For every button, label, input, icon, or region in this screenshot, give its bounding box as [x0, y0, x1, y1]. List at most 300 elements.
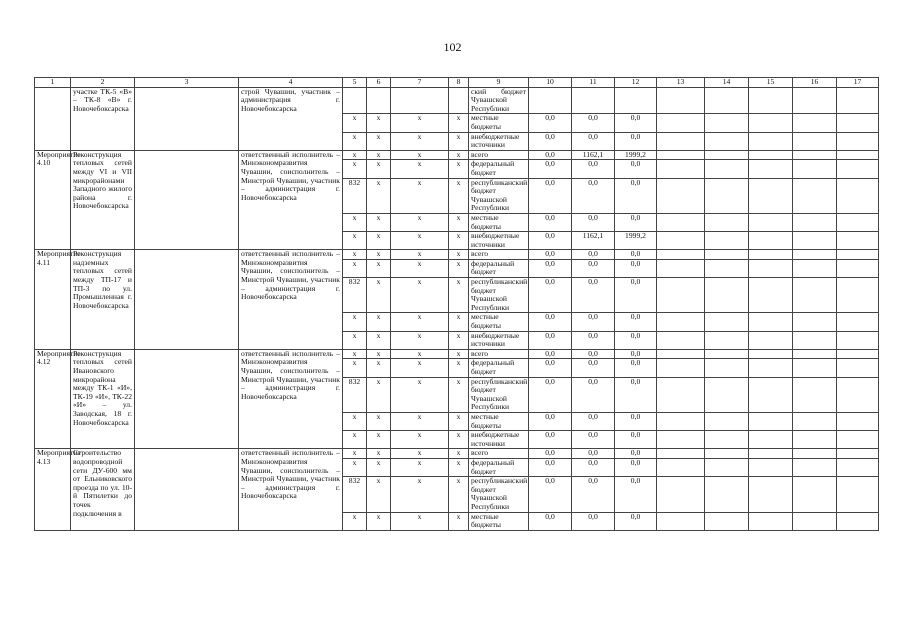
amount-cell: 0,0 — [529, 160, 572, 178]
empty-cell — [793, 313, 837, 331]
amount-cell: 0,0 — [572, 431, 615, 449]
kbk-code-cell: x — [343, 250, 367, 260]
amount-cell: 0,0 — [572, 377, 615, 412]
funding-source-cell: ский бюджет Чувашской Республики — [469, 87, 529, 114]
code-cell: x — [367, 377, 391, 412]
empty-cell — [749, 449, 793, 459]
code-cell: x — [391, 477, 449, 512]
empty-cell — [837, 477, 879, 512]
amount-cell: 0,0 — [529, 377, 572, 412]
funding-source-cell: республиканский бюджет Чувашской Республики — [469, 278, 529, 313]
empty-cell — [657, 313, 705, 331]
target-indicator-cell — [135, 449, 239, 530]
code-cell: x — [367, 359, 391, 377]
empty-cell — [837, 87, 879, 114]
target-indicator-cell — [135, 150, 239, 250]
code-cell: x — [367, 458, 391, 476]
amount-cell: 1999,2 — [615, 232, 657, 250]
empty-cell — [749, 331, 793, 349]
column-number: 17 — [837, 78, 879, 88]
amount-cell: 1162,1 — [572, 150, 615, 160]
amount-cell: 0,0 — [615, 213, 657, 231]
amount-cell: 0,0 — [529, 512, 572, 530]
empty-cell — [837, 232, 879, 250]
empty-cell — [657, 259, 705, 277]
code-cell: x — [449, 232, 469, 250]
code-cell: x — [391, 232, 449, 250]
column-number: 15 — [749, 78, 793, 88]
empty-cell — [705, 359, 749, 377]
empty-cell — [657, 87, 705, 114]
amount-cell: 1999,2 — [615, 150, 657, 160]
empty-cell — [657, 114, 705, 132]
empty-cell — [705, 349, 749, 359]
code-cell: x — [391, 250, 449, 260]
code-cell: x — [367, 150, 391, 160]
code-cell: x — [449, 431, 469, 449]
empty-cell — [749, 278, 793, 313]
amount-cell: 0,0 — [615, 178, 657, 213]
empty-cell — [793, 232, 837, 250]
funding-source-cell: федеральный бюджет — [469, 259, 529, 277]
code-cell: x — [391, 278, 449, 313]
kbk-code-cell: x — [343, 114, 367, 132]
empty-cell — [749, 213, 793, 231]
empty-cell — [657, 250, 705, 260]
empty-cell — [705, 512, 749, 530]
amount-cell: 0,0 — [615, 313, 657, 331]
empty-cell — [657, 213, 705, 231]
target-indicator-cell — [135, 250, 239, 350]
amount-cell: 0,0 — [529, 150, 572, 160]
measure-name-cell: Реконструкция тепловых сетей Ивановского микрорайона между ТК-1 «И», ТК-19 «И», ТК-22 «И» – ул. Заводская, 18 г. Новочебоксарска — [71, 349, 135, 449]
measure-id-cell: Мероприятие 4.11 — [35, 250, 71, 350]
empty-cell — [837, 313, 879, 331]
kbk-code-cell: 832 — [343, 178, 367, 213]
amount-cell: 0,0 — [529, 278, 572, 313]
column-number: 12 — [615, 78, 657, 88]
code-cell: x — [449, 150, 469, 160]
code-cell: x — [449, 458, 469, 476]
amount-cell: 0,0 — [615, 431, 657, 449]
code-cell: x — [449, 259, 469, 277]
amount-cell — [529, 87, 572, 114]
column-number-row — [35, 78, 879, 88]
kbk-code-cell: x — [343, 150, 367, 160]
empty-cell — [705, 278, 749, 313]
funding-source-cell: местные бюджеты — [469, 512, 529, 530]
empty-cell — [837, 213, 879, 231]
empty-cell — [657, 349, 705, 359]
funding-source-cell: внебюджетные источники — [469, 431, 529, 449]
measure-id-cell — [35, 87, 71, 150]
column-number: 10 — [529, 78, 572, 88]
code-cell: x — [391, 150, 449, 160]
empty-cell — [837, 349, 879, 359]
funding-source-cell: республиканский бюджет Чувашской Республики — [469, 178, 529, 213]
empty-cell — [793, 449, 837, 459]
code-cell: x — [367, 259, 391, 277]
code-cell: x — [367, 313, 391, 331]
column-number: 14 — [705, 78, 749, 88]
code-cell: x — [367, 477, 391, 512]
empty-cell — [793, 213, 837, 231]
empty-cell — [749, 477, 793, 512]
column-number: 5 — [343, 78, 367, 88]
column-number: 11 — [572, 78, 615, 88]
empty-cell — [657, 359, 705, 377]
empty-cell — [837, 178, 879, 213]
amount-cell — [572, 87, 615, 114]
kbk-code-cell: x — [343, 349, 367, 359]
amount-cell: 0,0 — [529, 313, 572, 331]
table-row — [35, 87, 879, 114]
empty-cell — [705, 132, 749, 150]
empty-cell — [657, 512, 705, 530]
code-cell: x — [367, 160, 391, 178]
empty-cell — [705, 331, 749, 349]
column-number: 13 — [657, 78, 705, 88]
kbk-code-cell: 832 — [343, 377, 367, 412]
code-cell: x — [367, 349, 391, 359]
code-cell: x — [391, 313, 449, 331]
empty-cell — [837, 250, 879, 260]
empty-cell — [705, 259, 749, 277]
code-cell: x — [367, 250, 391, 260]
executor-cell: ответственный исполнитель – Минэкономразвития Чувашии, соисполнитель – Минстрой Чувашии, участник – администрация г. Новочебоксарска — [239, 150, 343, 250]
amount-cell: 0,0 — [572, 458, 615, 476]
empty-cell — [793, 114, 837, 132]
empty-cell — [657, 412, 705, 430]
column-number: 2 — [71, 78, 135, 88]
executor-cell: ответственный исполнитель – Минэкономразвития Чувашии, соисполнитель – Минстрой Чувашии, участник – администрация г. Новочебоксарска — [239, 349, 343, 449]
code-cell: x — [449, 477, 469, 512]
kbk-code-cell: x — [343, 331, 367, 349]
code-cell: x — [391, 377, 449, 412]
code-cell: x — [367, 412, 391, 430]
code-cell: x — [391, 160, 449, 178]
empty-cell — [793, 412, 837, 430]
empty-cell — [705, 213, 749, 231]
measure-id-cell: Мероприятие 4.12 — [35, 349, 71, 449]
amount-cell: 0,0 — [529, 349, 572, 359]
code-cell: x — [391, 213, 449, 231]
amount-cell: 0,0 — [529, 477, 572, 512]
code-cell: x — [367, 331, 391, 349]
empty-cell — [837, 359, 879, 377]
measure-id-cell: Мероприятие 4.13 — [35, 449, 71, 530]
empty-cell — [793, 431, 837, 449]
empty-cell — [705, 87, 749, 114]
column-number: 8 — [449, 78, 469, 88]
empty-cell — [749, 458, 793, 476]
code-cell: x — [391, 178, 449, 213]
kbk-code-cell: x — [343, 359, 367, 377]
column-number: 4 — [239, 78, 343, 88]
funding-source-cell: республиканский бюджет Чувашской Республики — [469, 377, 529, 412]
code-cell: x — [449, 160, 469, 178]
empty-cell — [705, 377, 749, 412]
kbk-code-cell: x — [343, 512, 367, 530]
amount-cell: 0,0 — [615, 331, 657, 349]
empty-cell — [705, 431, 749, 449]
empty-cell — [657, 449, 705, 459]
column-number: 6 — [367, 78, 391, 88]
amount-cell: 0,0 — [572, 132, 615, 150]
kbk-code-cell: x — [343, 232, 367, 250]
empty-cell — [793, 331, 837, 349]
amount-cell: 0,0 — [529, 359, 572, 377]
kbk-code-cell: x — [343, 449, 367, 459]
amount-cell: 0,0 — [529, 431, 572, 449]
empty-cell — [837, 259, 879, 277]
amount-cell: 0,0 — [615, 512, 657, 530]
code-cell: x — [391, 132, 449, 150]
amount-cell: 0,0 — [615, 250, 657, 260]
empty-cell — [705, 160, 749, 178]
executor-cell: ответственный исполнитель – Минэкономразвития Чувашии, соисполнитель – Минстрой Чувашии, участник – администрация г. Новочебоксарска — [239, 449, 343, 530]
code-cell — [367, 87, 391, 114]
empty-cell — [705, 114, 749, 132]
target-indicator-cell — [135, 87, 239, 150]
amount-cell: 0,0 — [529, 331, 572, 349]
measure-name-cell: участке ТК-5 «В» – ТК-8 «В» г. Новочебоксарска — [71, 87, 135, 150]
funding-source-cell: местные бюджеты — [469, 114, 529, 132]
code-cell: x — [449, 449, 469, 459]
amount-cell: 0,0 — [529, 114, 572, 132]
funding-source-cell: всего — [469, 449, 529, 459]
amount-cell: 0,0 — [615, 259, 657, 277]
empty-cell — [749, 132, 793, 150]
amount-cell: 0,0 — [572, 259, 615, 277]
kbk-code-cell: x — [343, 213, 367, 231]
amount-cell: 0,0 — [572, 213, 615, 231]
code-cell: x — [367, 132, 391, 150]
kbk-code-cell: x — [343, 132, 367, 150]
empty-cell — [793, 259, 837, 277]
empty-cell — [705, 412, 749, 430]
amount-cell: 0,0 — [529, 458, 572, 476]
empty-cell — [793, 150, 837, 160]
funding-source-cell: республиканский бюджет Чувашской Республики — [469, 477, 529, 512]
code-cell: x — [391, 458, 449, 476]
kbk-code-cell: x — [343, 160, 367, 178]
code-cell: x — [391, 431, 449, 449]
empty-cell — [793, 178, 837, 213]
funding-source-cell: всего — [469, 349, 529, 359]
code-cell: x — [449, 250, 469, 260]
measure-name-cell: Реконструкция надземных тепловых сетей между ТП-17 и ТП-3 по ул. Промышленная г. Новочебоксарска — [71, 250, 135, 350]
code-cell: x — [449, 313, 469, 331]
code-cell: x — [449, 412, 469, 430]
empty-cell — [705, 313, 749, 331]
measure-id-cell: Мероприятие 4.10 — [35, 150, 71, 250]
column-number: 1 — [35, 78, 71, 88]
code-cell: x — [391, 114, 449, 132]
table-row — [35, 250, 879, 260]
empty-cell — [749, 349, 793, 359]
empty-cell — [749, 250, 793, 260]
code-cell: x — [367, 114, 391, 132]
amount-cell: 0,0 — [529, 412, 572, 430]
empty-cell — [749, 178, 793, 213]
empty-cell — [793, 377, 837, 412]
page-number: 102 — [443, 40, 462, 54]
empty-cell — [749, 359, 793, 377]
empty-cell — [837, 512, 879, 530]
amount-cell: 0,0 — [529, 132, 572, 150]
target-indicator-cell — [135, 349, 239, 449]
amount-cell: 0,0 — [572, 449, 615, 459]
empty-cell — [793, 349, 837, 359]
empty-cell — [837, 278, 879, 313]
kbk-code-cell — [343, 87, 367, 114]
executor-cell: строй Чувашии, участник – администрация г. Новочебоксарска — [239, 87, 343, 150]
table-row — [35, 449, 879, 459]
empty-cell — [749, 431, 793, 449]
empty-cell — [837, 449, 879, 459]
empty-cell — [657, 132, 705, 150]
empty-cell — [793, 278, 837, 313]
code-cell: x — [391, 349, 449, 359]
kbk-code-cell: x — [343, 458, 367, 476]
code-cell: x — [367, 431, 391, 449]
funding-source-cell: всего — [469, 250, 529, 260]
code-cell — [391, 87, 449, 114]
code-cell: x — [449, 114, 469, 132]
amount-cell: 0,0 — [615, 477, 657, 512]
amount-cell: 0,0 — [615, 412, 657, 430]
code-cell: x — [367, 278, 391, 313]
code-cell: x — [449, 132, 469, 150]
amount-cell: 0,0 — [572, 359, 615, 377]
funding-source-cell: внебюджетные источники — [469, 232, 529, 250]
empty-cell — [749, 377, 793, 412]
code-cell: x — [449, 331, 469, 349]
amount-cell: 0,0 — [529, 232, 572, 250]
amount-cell: 0,0 — [572, 512, 615, 530]
funding-source-cell: федеральный бюджет — [469, 160, 529, 178]
amount-cell: 0,0 — [529, 213, 572, 231]
empty-cell — [749, 87, 793, 114]
empty-cell — [837, 114, 879, 132]
amount-cell: 0,0 — [529, 449, 572, 459]
funding-source-cell: внебюджетные источники — [469, 331, 529, 349]
amount-cell: 0,0 — [615, 458, 657, 476]
empty-cell — [657, 331, 705, 349]
code-cell: x — [449, 178, 469, 213]
empty-cell — [837, 412, 879, 430]
amount-cell: 0,0 — [572, 178, 615, 213]
empty-cell — [657, 150, 705, 160]
code-cell: x — [391, 512, 449, 530]
empty-cell — [749, 150, 793, 160]
code-cell: x — [391, 359, 449, 377]
kbk-code-cell: 832 — [343, 477, 367, 512]
code-cell: x — [391, 259, 449, 277]
kbk-code-cell: x — [343, 431, 367, 449]
amount-cell: 0,0 — [615, 160, 657, 178]
empty-cell — [793, 359, 837, 377]
amount-cell: 0,0 — [615, 449, 657, 459]
empty-cell — [793, 250, 837, 260]
empty-cell — [705, 232, 749, 250]
amount-cell: 0,0 — [572, 349, 615, 359]
program-table — [34, 77, 879, 531]
funding-source-cell: федеральный бюджет — [469, 359, 529, 377]
amount-cell: 0,0 — [572, 313, 615, 331]
empty-cell — [793, 477, 837, 512]
empty-cell — [705, 150, 749, 160]
empty-cell — [837, 132, 879, 150]
empty-cell — [749, 160, 793, 178]
funding-source-cell: местные бюджеты — [469, 313, 529, 331]
empty-cell — [657, 477, 705, 512]
funding-source-cell: местные бюджеты — [469, 213, 529, 231]
funding-source-cell: внебюджетные источники — [469, 132, 529, 150]
column-number: 3 — [135, 78, 239, 88]
code-cell: x — [449, 349, 469, 359]
empty-cell — [749, 412, 793, 430]
kbk-code-cell: x — [343, 259, 367, 277]
amount-cell: 0,0 — [615, 377, 657, 412]
column-number: 7 — [391, 78, 449, 88]
empty-cell — [837, 331, 879, 349]
code-cell: x — [367, 232, 391, 250]
column-number: 9 — [469, 78, 529, 88]
code-cell: x — [449, 377, 469, 412]
code-cell: x — [449, 512, 469, 530]
kbk-code-cell: 832 — [343, 278, 367, 313]
code-cell: x — [391, 412, 449, 430]
code-cell: x — [391, 331, 449, 349]
code-cell: x — [449, 278, 469, 313]
amount-cell: 0,0 — [572, 412, 615, 430]
empty-cell — [705, 178, 749, 213]
empty-cell — [837, 160, 879, 178]
amount-cell: 0,0 — [615, 349, 657, 359]
empty-cell — [837, 377, 879, 412]
empty-cell — [749, 114, 793, 132]
empty-cell — [657, 278, 705, 313]
code-cell: x — [391, 449, 449, 459]
code-cell: x — [449, 213, 469, 231]
funding-source-cell: всего — [469, 150, 529, 160]
amount-cell: 0,0 — [572, 250, 615, 260]
empty-cell — [793, 132, 837, 150]
amount-cell: 0,0 — [572, 160, 615, 178]
kbk-code-cell: x — [343, 313, 367, 331]
amount-cell: 0,0 — [529, 178, 572, 213]
amount-cell: 0,0 — [615, 114, 657, 132]
measure-name-cell: Реконструкция тепловых сетей между VI и VII микрорайонами Западного жилого района г. Новочебоксарска — [71, 150, 135, 250]
empty-cell — [705, 449, 749, 459]
kbk-code-cell: x — [343, 412, 367, 430]
empty-cell — [793, 87, 837, 114]
amount-cell: 0,0 — [572, 278, 615, 313]
empty-cell — [705, 477, 749, 512]
amount-cell: 0,0 — [529, 250, 572, 260]
empty-cell — [657, 232, 705, 250]
amount-cell: 0,0 — [615, 359, 657, 377]
code-cell: x — [367, 178, 391, 213]
amount-cell — [615, 87, 657, 114]
amount-cell: 0,0 — [572, 477, 615, 512]
amount-cell: 0,0 — [572, 114, 615, 132]
empty-cell — [793, 160, 837, 178]
amount-cell: 0,0 — [615, 278, 657, 313]
funding-source-cell: местные бюджеты — [469, 412, 529, 430]
